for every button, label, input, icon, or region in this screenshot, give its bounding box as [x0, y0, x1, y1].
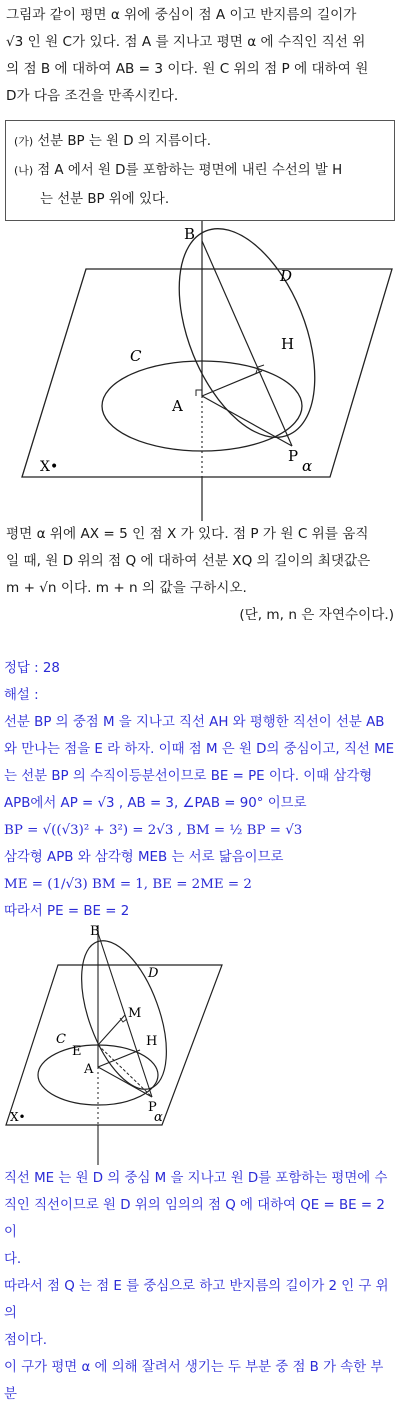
- condition-a: [14, 127, 386, 156]
- solution-line-4: APB에서 AP = √3 , AB = 3, ∠PAB = 90° 이므로: [4, 796, 307, 811]
- label-p: P: [288, 447, 299, 465]
- condition-b-text: 점 A 에서 원 D를 포함하는 평면에 내린 수선의 발 H: [37, 163, 343, 178]
- label-h-2: H: [146, 1034, 158, 1049]
- segment-ah: [202, 371, 262, 396]
- label-p-2: P: [148, 1100, 157, 1115]
- question-line-4: (단, m, n 은 자연수이다.): [239, 607, 394, 623]
- label-a: A: [172, 397, 183, 415]
- label-alpha: α: [302, 457, 313, 475]
- solution-line-10: 직인 직선이므로 원 D 위의 임의의 점 Q 에 대하여 QE = BE = 2 이: [4, 1198, 385, 1240]
- solution-line-9: 직선 ME 는 원 D 의 중심 M 을 지나고 원 D를 포함하는 평면에 수: [4, 1171, 388, 1186]
- solution-line-13: 점이다.: [4, 1333, 48, 1348]
- figure-1: [0, 221, 400, 521]
- condition-b-cont-mark: [14, 185, 36, 214]
- solution-line-12: 따라서 점 Q 는 점 E 를 중심으로 하고 반지름의 길이가 2 인 구 위의: [4, 1279, 389, 1321]
- solution-line-3: 는 선분 BP 의 수직이등분선이므로 BE = PE 이다. 이때 삼각형: [4, 769, 373, 784]
- conditions-box: [5, 120, 395, 221]
- solution-line-14: 이 구가 평면 α 에 의해 잘려서 생기는 두 부분 중 점 B 가 속한 부분: [4, 1360, 384, 1402]
- label-a-2: A: [84, 1062, 94, 1077]
- condition-b-cont-text: 는 선분 BP 위에 있다.: [40, 192, 170, 207]
- plane-alpha-2: [6, 965, 222, 1125]
- condition-a-text: 선분 BP 는 원 D 의 지름이다.: [37, 134, 212, 149]
- figure-2: [0, 925, 400, 1165]
- solution-line-2: 와 만나는 점을 E 라 하자. 이때 점 M 은 원 D의 중심이고, 직선 ME: [4, 742, 395, 757]
- question-line-2: 일 때, 원 D 위의 점 Q 에 대하여 선분 XQ 의 길이의 최댓값은: [6, 553, 371, 569]
- solution-continued: [0, 1165, 400, 1408]
- label-c: C: [130, 347, 142, 365]
- condition-b: [14, 156, 386, 185]
- condition-b-mark: (나): [14, 164, 34, 177]
- question: [0, 521, 400, 629]
- solution-line-8: 따라서 PE = BE = 2: [4, 904, 130, 919]
- label-alpha-2: α: [154, 1110, 163, 1125]
- problem-line-3: 의 점 B 에 대하여 AB = 3 이다. 원 C 위의 점 P 에 대하여 원: [6, 61, 369, 77]
- label-m-2: M: [128, 1006, 142, 1021]
- label-b-2: B: [90, 925, 100, 939]
- problem-statement: [0, 2, 400, 110]
- plane-alpha: [22, 269, 392, 477]
- condition-a-mark: (가): [14, 135, 34, 148]
- solution: [0, 655, 400, 925]
- solution-line-5: BP = √((√3)² + 3²) = 2√3 , BM = ½ BP = √3: [4, 823, 303, 838]
- answer: 정답 : 28: [4, 661, 60, 676]
- label-d: D: [280, 267, 293, 285]
- condition-b-cont: [14, 185, 386, 214]
- label-x: X•: [40, 459, 59, 475]
- question-line-3: m + √n 이다. m + n 의 값을 구하시오.: [6, 580, 247, 596]
- solution-line-1: 선분 BP 의 중점 M 을 지나고 직선 AH 와 평행한 직선이 선분 AB: [4, 715, 385, 730]
- problem-line-4: D가 다음 조건을 만족시킨다.: [6, 88, 179, 104]
- problem-line-1: 그림과 같이 평면 α 위에 중심이 점 A 이고 반지름의 길이가: [6, 7, 357, 23]
- question-line-1: 평면 α 위에 AX = 5 인 점 X 가 있다. 점 P 가 원 C 위를 움직: [6, 526, 369, 542]
- right-angle-a: [196, 390, 202, 396]
- label-b: B: [184, 225, 196, 243]
- label-e-2: E: [72, 1044, 82, 1059]
- label-c-2: C: [56, 1032, 66, 1047]
- segment-ap: [202, 396, 292, 446]
- problem-line-2: √3 인 원 C가 있다. 점 A 를 지나고 평면 α 에 수직인 직선 위: [6, 34, 366, 50]
- label-d-2: D: [148, 966, 159, 981]
- solution-line-6: 삼각형 APB 와 삼각형 MEB 는 서로 닮음이므로: [4, 850, 284, 865]
- label-x-2: X•: [10, 1110, 26, 1124]
- circle-d-2: [64, 930, 183, 1101]
- label-h: H: [281, 335, 295, 353]
- solution-header: 해설 :: [4, 688, 39, 703]
- solution-line-7: ME = (1/√3) BM = 1, BE = 2ME = 2: [4, 877, 252, 892]
- segment-ah-2: [98, 1050, 140, 1067]
- solution-line-11: 다.: [4, 1252, 22, 1267]
- segment-bp: [202, 241, 295, 446]
